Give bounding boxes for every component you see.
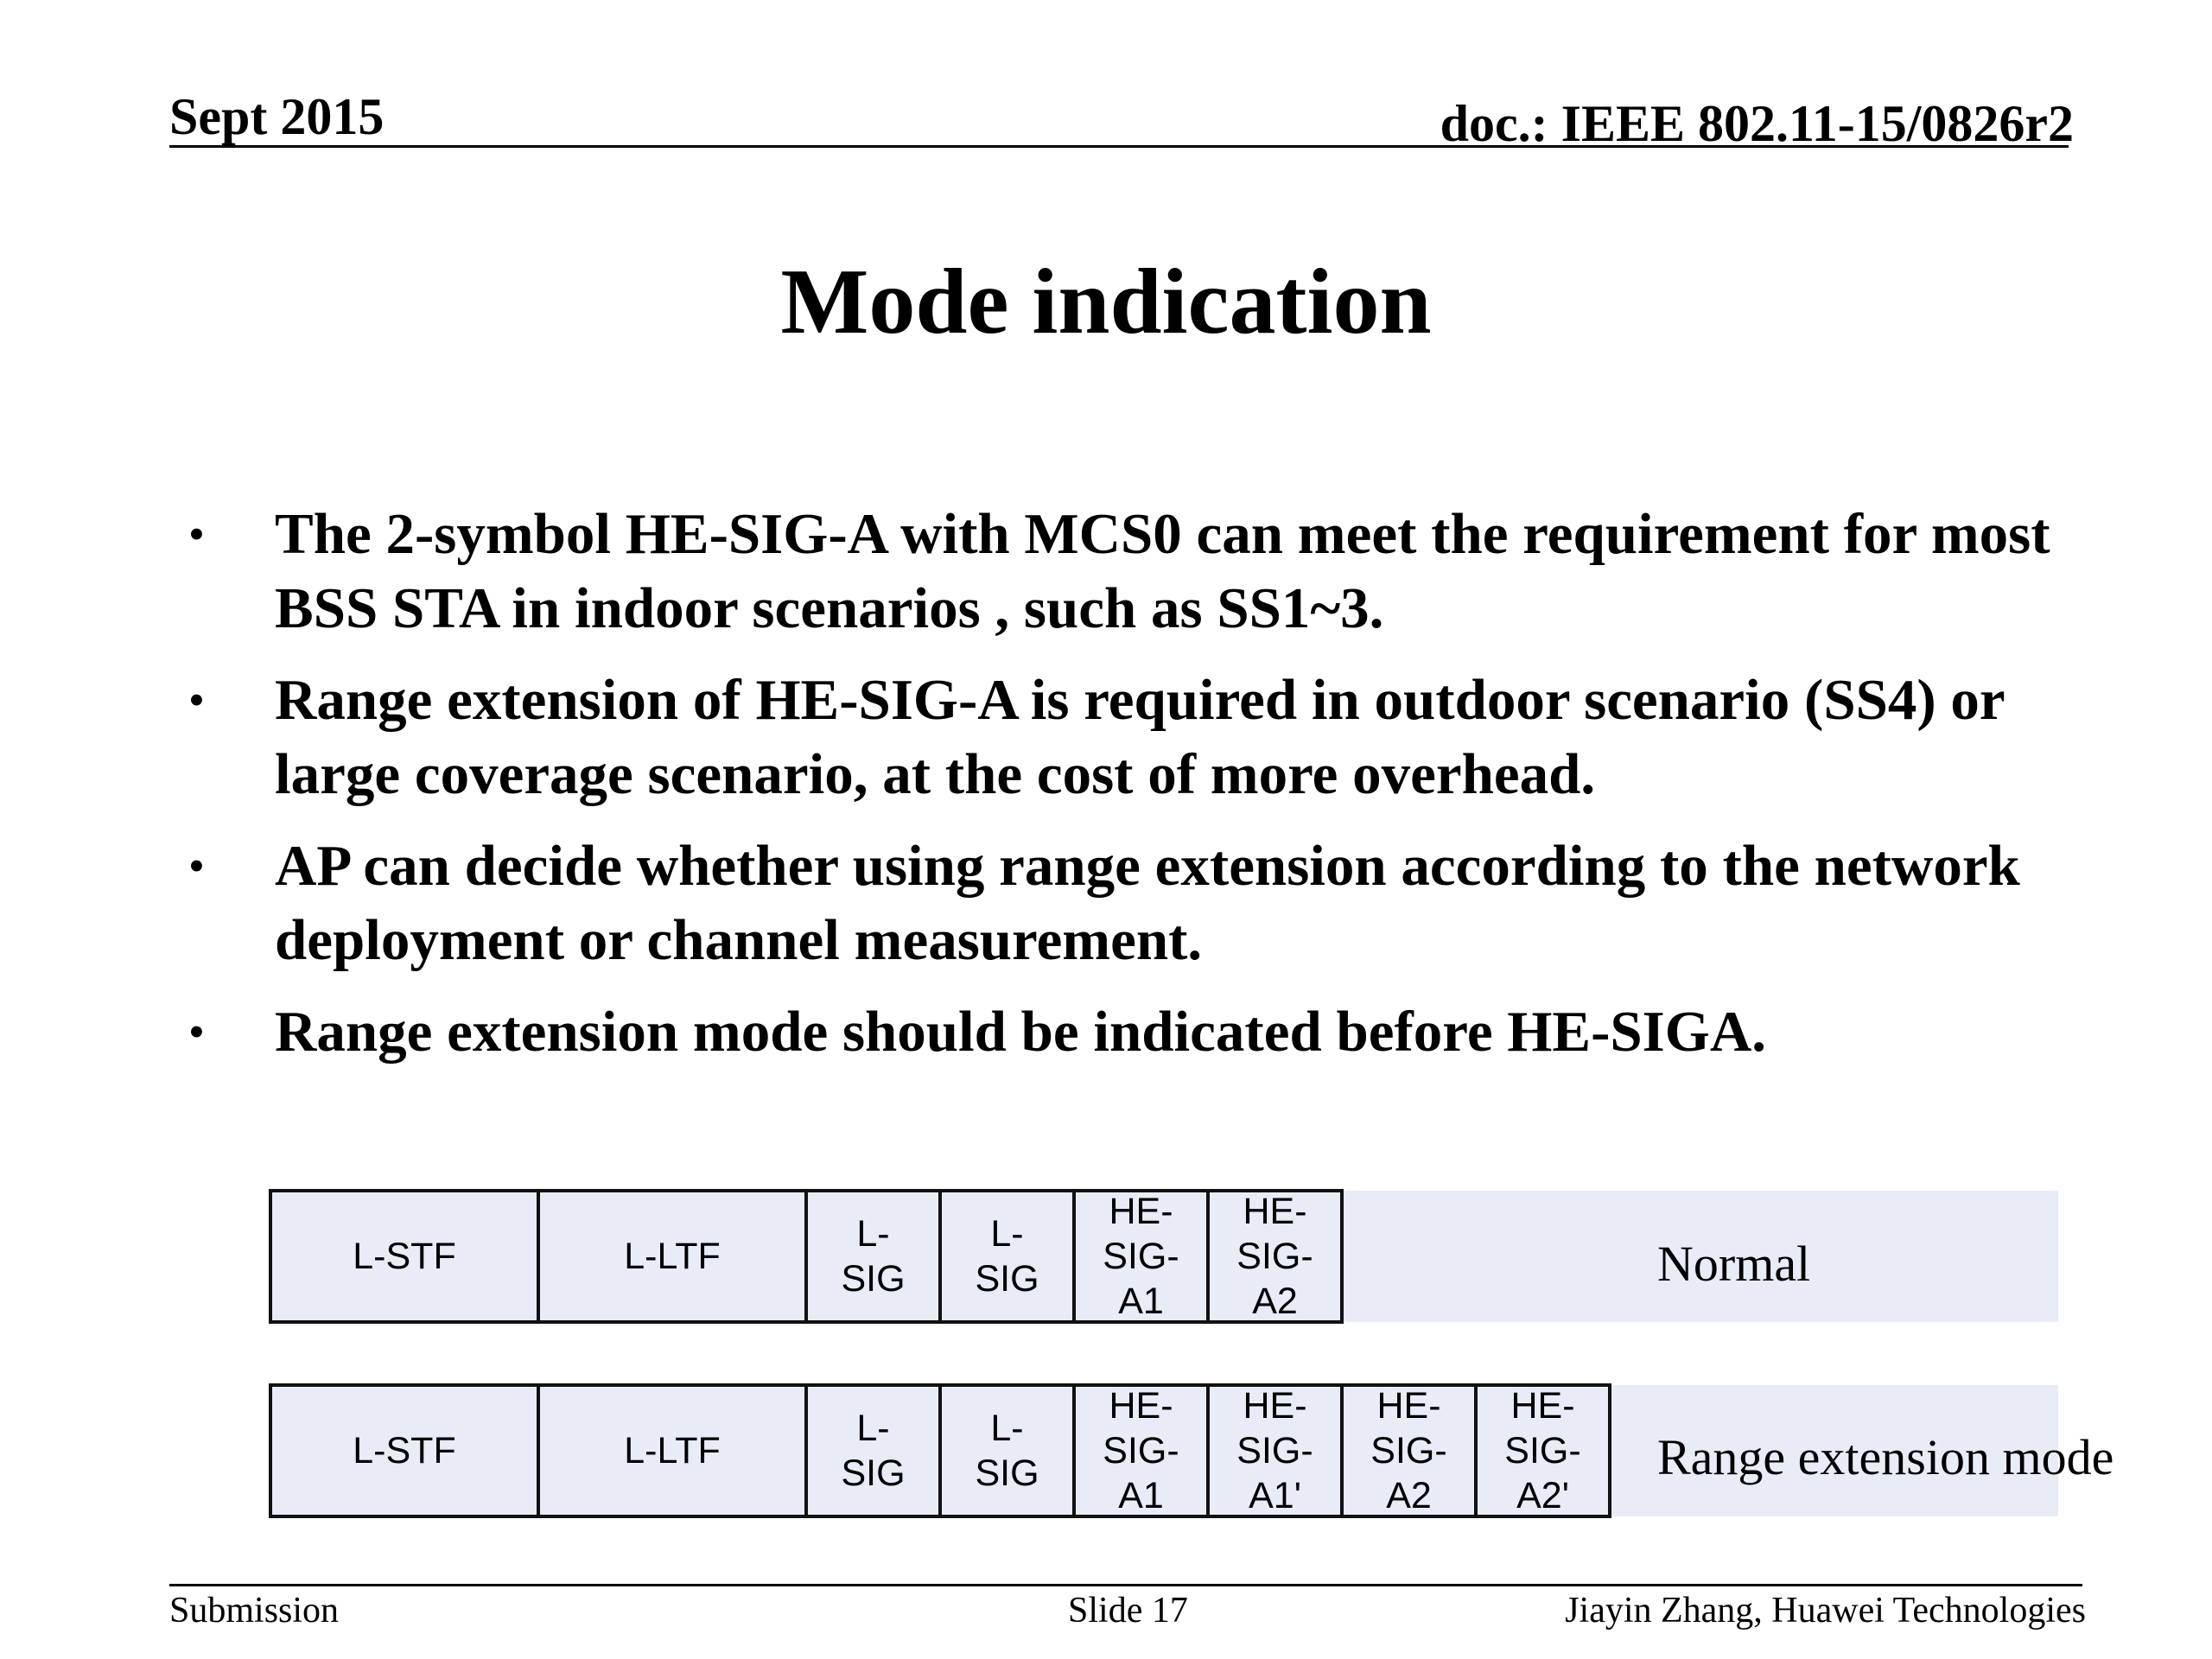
- range-extension-label: Range extension mode: [1657, 1429, 2114, 1485]
- bullet-text: Range extension mode should be indicated before HE-SIGA.: [275, 1000, 1767, 1064]
- field-he-sig-a2: HE- SIG- A2: [1206, 1189, 1344, 1324]
- normal-mode-label: Normal: [1657, 1236, 1811, 1292]
- range-extension-frame: [269, 1383, 1611, 1518]
- field-he-sig-a1: HE- SIG- A1: [1072, 1189, 1210, 1324]
- bullet-text: Range extension of HE-SIG-A is required in outdoor scenario (SS4) or large coverage scenario, at the cost of more overhead.: [275, 668, 2005, 806]
- bullet-text: The 2-symbol HE-SIG-A with MCS0 can meet the requirement for most BSS STA in indoor scenarios , such as SS1~3.: [275, 502, 2050, 640]
- bullet-item: [181, 829, 2082, 977]
- bullet-dot-icon: •: [188, 1006, 205, 1058]
- bullet-dot-icon: •: [188, 674, 205, 726]
- normal-frame: [269, 1189, 1344, 1324]
- field-l-sig: L- SIG: [804, 1189, 942, 1324]
- bullet-item: [181, 995, 2082, 1069]
- bullet-dot-icon: •: [188, 508, 205, 560]
- bullet-item: [181, 663, 2082, 811]
- field-l-stf: L-STF: [269, 1383, 540, 1518]
- footer-author: Jiayin Zhang, Huawei Technologies: [1565, 1591, 2086, 1630]
- field-l-ltf: L-LTF: [537, 1189, 808, 1324]
- field-he-sig-a1: HE- SIG- A1: [1072, 1383, 1210, 1518]
- footer-submission: Submission: [169, 1591, 340, 1630]
- header-doc-id: doc.: IEEE 802.11-15/0826r2: [1440, 95, 2074, 152]
- slide-title: Mode indication: [780, 251, 1432, 353]
- field-he-sig-a2-prime: HE- SIG- A2': [1474, 1383, 1611, 1518]
- bullet-text: AP can decide whether using range extension according to the network deployment or channel measurement.: [275, 834, 2020, 972]
- field-he-sig-a2: HE- SIG- A2: [1340, 1383, 1478, 1518]
- field-l-sig: L- SIG: [938, 1189, 1076, 1324]
- field-l-ltf: L-LTF: [537, 1383, 808, 1518]
- field-l-sig: L- SIG: [938, 1383, 1076, 1518]
- field-l-sig: L- SIG: [804, 1383, 942, 1518]
- header-date: Sept 2015: [169, 88, 385, 145]
- field-he-sig-a1-prime: HE- SIG- A1': [1206, 1383, 1344, 1518]
- bullet-list: [181, 497, 2082, 1086]
- bullet-dot-icon: •: [188, 840, 205, 892]
- field-l-stf: L-STF: [269, 1189, 540, 1324]
- footer-slide-number: Slide 17: [1068, 1591, 1188, 1630]
- footer-divider: [169, 1584, 2082, 1586]
- header-divider: [169, 145, 2069, 148]
- bullet-item: [181, 497, 2082, 645]
